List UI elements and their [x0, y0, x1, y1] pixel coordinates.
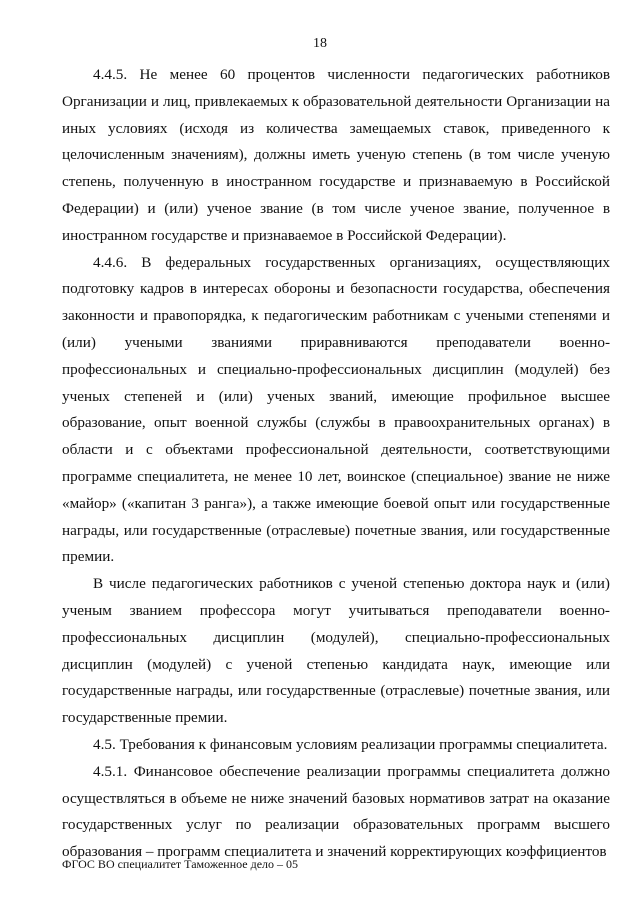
paragraph-4-5-heading: 4.5. Требования к финансовым условиям реализации программы специалитета. — [93, 735, 608, 753]
paragraph-4-4-6: 4.4.6. В федеральных государственных организациях, осуществляющих подготовку кадров в интересах обороны и безопасности государства, обеспечения законности и правопорядка, к педагогическим работникам с учеными степенями и (или) учеными званиями приравниваются преподаватели военно-профессиональных и специально-профессиональных дисциплин (модулей) без ученых степеней и (или) ученых званий, имеющие профильное высшее образование, опыт военной службы (службы в правоохранительных органах) в области и с объектами профессиональной деятельности, соответствующими программе специалитета, не менее 10 лет, воинское (специальное) звание не ниже «майор» («капитан 3 ранга»), а также имеющие боевой опыт или государственные награды, или государственные (отраслевые) почетные звания, или государственные премии. — [62, 253, 610, 566]
page-number: 18 — [313, 36, 327, 51]
paragraph-4-5-1: 4.5.1. Финансовое обеспечение реализации программы специалитета должно осуществляться в объеме не ниже значений базовых нормативов затрат на оказание государственных услуг по реализации образовательных программ высшего образования – программ специалитета и значений корректирующих коэффициентов — [62, 762, 610, 861]
document-body — [62, 62, 610, 866]
paragraph-4-4-5: 4.4.5. Не менее 60 процентов численности педагогических работников Организации и лиц, привлекаемых к образовательной деятельности Организации на иных условиях (исходя из количества замещаемых ставок, приведенного к целочисленным значениям), должны иметь ученую степень (в том числе ученую степень, полученную в иностранном государстве и признаваемую в Российской Федерации) и (или) ученое звание (в том числе ученое звание, полученное в иностранном государстве и признаваемое в Российской Федерации). — [62, 66, 610, 244]
paragraph-doctors-note: В числе педагогических работников с ученой степенью доктора наук и (или) ученым званием профессора могут учитываться преподаватели военно-профессиональных дисциплин (модулей), специально-профессиональных дисциплин (модулей) с ученой степенью кандидата наук, имеющие или государственные награды, или государственные (отраслевые) почетные звания, или государственные премии. — [62, 575, 610, 727]
document-footer: ФГОС ВО специалитет Таможенное дело – 05 — [62, 857, 299, 871]
